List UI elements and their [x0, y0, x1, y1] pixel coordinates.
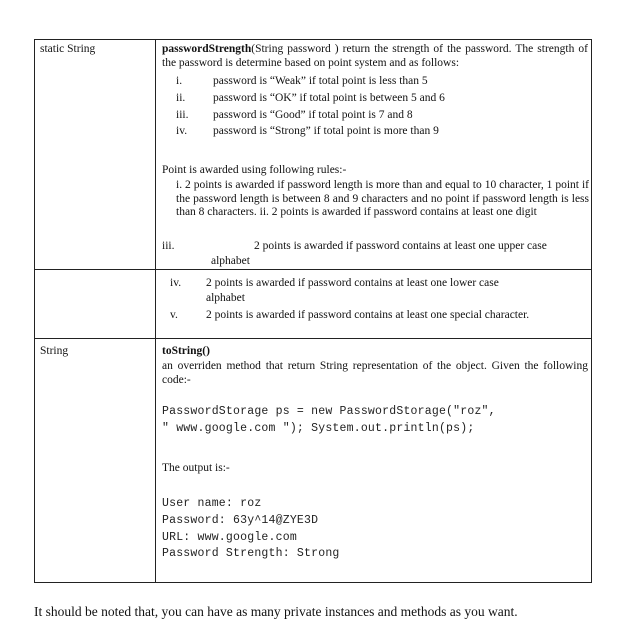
rule-text: 2 points is awarded if password contains at least one special character. [206, 309, 530, 321]
table-border-right [591, 39, 592, 583]
tostring-description: an overriden method that return String representation of the object. Given the following code:- [162, 360, 588, 386]
rule-text: 2 points is awarded if password contains at least one upper case [254, 240, 547, 252]
output-line: Password: 63y^14@ZYE3D [162, 514, 319, 527]
rule-numeral: iv. [170, 277, 182, 289]
rule-text: 2 points is awarded if password contains at least one lower case [206, 277, 499, 289]
rules-paragraph: i. 2 points is awarded if password length is more than and equal to 10 character, 1 point if the password length is between 8 and 9 characters and no point if password length is less than 8 characters. ii. 2 points is awarded if password contains at least one digit [176, 179, 589, 218]
method-name: passwordStrength [162, 43, 252, 55]
level-numeral: iii. [176, 109, 189, 121]
level-numeral: ii. [176, 92, 186, 104]
rule-text-cont: alphabet [206, 292, 245, 304]
output-line: URL: www.google.com [162, 531, 297, 544]
level-numeral: i. [176, 75, 183, 87]
table-border-left [34, 39, 35, 583]
type-label-static-string: static String [40, 43, 96, 55]
password-strength-description [162, 42, 588, 70]
output-line: User name: roz [162, 497, 262, 510]
type-label-string: String [40, 345, 69, 357]
table-border-divider [155, 39, 156, 583]
table-border-row1 [34, 269, 592, 270]
code-line: " www.google.com "); System.out.println(ps); [162, 422, 475, 435]
output-intro: The output is:- [162, 462, 230, 474]
rule-numeral: v. [170, 309, 178, 321]
tostring-method-name: toString() [162, 345, 210, 357]
level-text: password is “Good” if total point is 7 and 8 [213, 109, 413, 121]
rule-text-cont: alphabet [211, 255, 250, 267]
code-line: PasswordStorage ps = new PasswordStorage("roz", [162, 405, 496, 418]
rules-intro: Point is awarded using following rules:- [162, 164, 347, 176]
rule-numeral: iii. [162, 240, 175, 252]
footer-note: It should be noted that, you can have as many private instances and methods as you want. [34, 604, 518, 619]
level-text: password is “Strong” if total point is more than 9 [213, 125, 439, 137]
output-line: Password Strength: Strong [162, 547, 340, 560]
level-numeral: iv. [176, 125, 188, 137]
table-border-bottom [34, 582, 592, 583]
table-border-row2 [34, 338, 592, 339]
level-text: password is “Weak” if total point is less than 5 [213, 75, 428, 87]
table-border-top [34, 39, 592, 40]
method-signature: (String password ) return the strength of the password. The strength of the password is determine based on point system and as follows: [162, 43, 588, 69]
level-text: password is “OK” if total point is between 5 and 6 [213, 92, 445, 104]
